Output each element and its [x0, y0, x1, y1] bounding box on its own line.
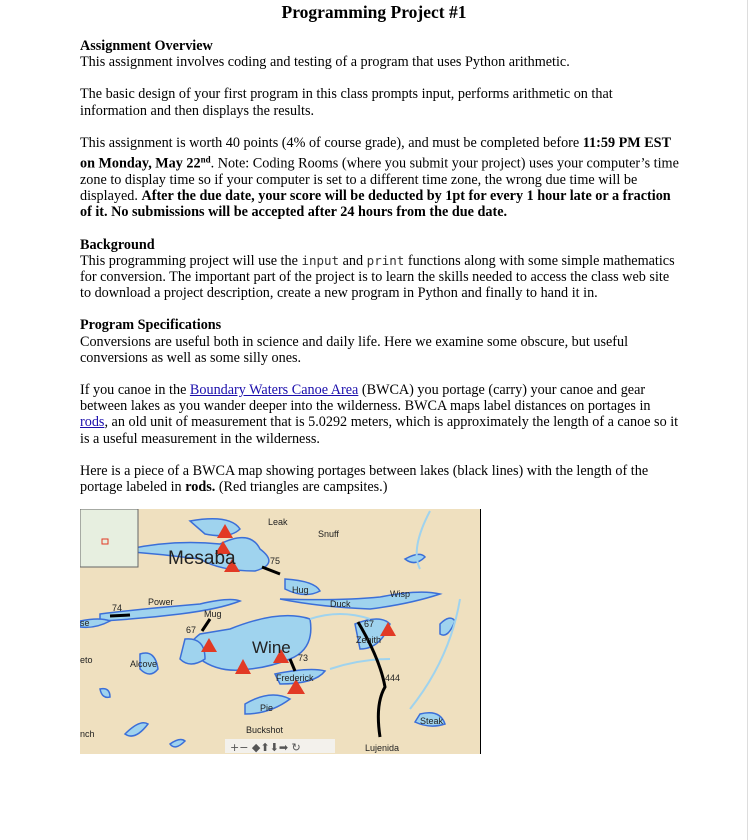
- background-heading: Background: [80, 236, 155, 253]
- label-mesaba: Mesaba: [168, 548, 236, 570]
- text: This programming project will use the: [80, 252, 302, 269]
- code-print: print: [366, 252, 405, 268]
- label-67b: 67: [364, 619, 375, 630]
- page-title: Programming Project #1: [281, 2, 467, 22]
- map-navigation-controls[interactable]: [225, 739, 335, 754]
- grading-paragraph: [80, 135, 680, 221]
- map-intro-paragraph: [80, 463, 680, 495]
- label-frederick: Frederick: [276, 673, 314, 684]
- overview-heading: Assignment Overview: [80, 38, 213, 54]
- code-input: input: [301, 252, 340, 268]
- label-alcove: Alcove: [130, 659, 158, 670]
- label-steak: Steak: [420, 716, 444, 727]
- inset-overview-map: [80, 509, 138, 567]
- background-section: [80, 237, 680, 302]
- bwca-paragraph: [80, 382, 680, 447]
- label-mug: Mug: [204, 609, 222, 620]
- label-74: 74: [112, 603, 123, 614]
- text: . Note: Coding Rooms (where you submit your project) uses your computer’s time zone to display time so if your computer is set to a different time zone, the wrong due time will be displayed.: [80, 155, 679, 205]
- overview-text: This assignment involves coding and testing of a program that uses Python arithmetic.: [80, 54, 570, 71]
- design-paragraph: The basic design of your first program in this class prompts input, performs arithmetic on that information and then displays the results.: [80, 86, 613, 119]
- specs-heading: Program Specifications: [80, 317, 222, 334]
- label-wine: Wine: [252, 638, 291, 658]
- text: (BWCA) you portage (carry) your canoe and gear between lakes as you wander deeper into the wilderness. BWCA maps label distances on portages in: [80, 381, 651, 415]
- specs-section: [80, 317, 680, 366]
- label-hug: Hug: [292, 585, 309, 596]
- bwca-map-image: [80, 509, 481, 754]
- label-zenith: Zenith: [356, 635, 382, 646]
- text: (Red triangles are campsites.): [215, 479, 388, 495]
- text: This assignment is worth 40 points (4% of course grade), and must be completed before: [80, 134, 583, 151]
- label-eto: eto: [80, 655, 93, 666]
- due-date: 11:59 PM EST on Monday, May 22: [80, 134, 671, 172]
- document-body: [80, 38, 680, 754]
- label-pie: Pie: [260, 703, 274, 714]
- label-nch: nch: [80, 729, 95, 740]
- label-73: 73: [298, 653, 309, 664]
- label-duck: Duck: [330, 599, 351, 610]
- superscript: nd: [200, 154, 211, 165]
- label-444: 444: [385, 673, 401, 684]
- label-snuff: Snuff: [318, 529, 339, 540]
- label-lujenida: Lujenida: [365, 743, 400, 754]
- label-67a: 67: [186, 625, 197, 636]
- text: functions along with some simple mathematics for conversion. The important part of the project is to learn the skills needed to access the class web site to download a project description, create a new program in Python and finally to hand it in.: [80, 252, 675, 302]
- text: , an old unit of measurement that is 5.0292 meters, which is approximately the length of a canoe so it is a useful measurement in the wilderness.: [80, 414, 679, 447]
- label-leak: Leak: [268, 517, 288, 528]
- label-power: Power: [148, 597, 174, 608]
- text: Here is a piece of a BWCA map showing portages between lakes (black lines) with the length of the portage labeled in: [80, 462, 649, 495]
- late-policy: After the due date, your score will be deducted by 1pt for every 1 hour late or a fraction of it. No submissions will be accepted after 24 hours from the due date.: [80, 188, 671, 221]
- label-buckshot: Buckshot: [246, 725, 284, 736]
- zoom-controls-icon[interactable]: +− ◆⬆⬇➡ ↻: [230, 741, 301, 755]
- text: Conversions are useful both in science and daily life. Here we examine some obscure, but useful conversions as well as some silly ones.: [80, 333, 629, 366]
- text: If you canoe in the: [80, 381, 190, 398]
- label-se: se: [80, 618, 90, 629]
- label-75: 75: [270, 556, 281, 567]
- bwca-link[interactable]: Boundary Waters Canoe Area: [189, 381, 359, 398]
- overview-section: [80, 38, 680, 70]
- label-wisp: Wisp: [390, 589, 410, 600]
- text: and: [339, 252, 367, 269]
- rods-link[interactable]: rods: [80, 414, 105, 431]
- rods-bold: rods.: [185, 479, 216, 495]
